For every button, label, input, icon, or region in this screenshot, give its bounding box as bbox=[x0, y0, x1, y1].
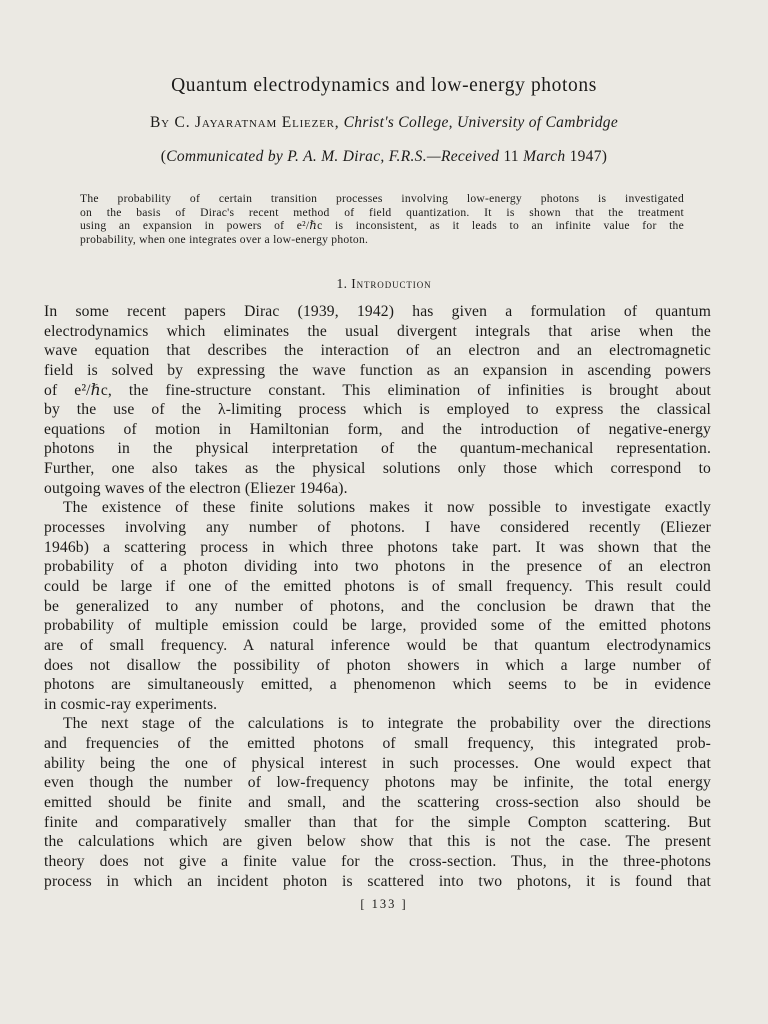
body-line: does not disallow the possibility of photon showers in which a large number of bbox=[44, 656, 711, 674]
body-line: The next stage of the calculations is to integrate the probability over the directions bbox=[63, 715, 711, 733]
communication-line bbox=[0, 148, 768, 166]
comm-open: ( bbox=[160, 148, 167, 165]
body-line: Further, one also takes as the physical solutions only those which correspond to bbox=[44, 460, 711, 478]
author-affiliation: Christ's College, University of Cambridge bbox=[343, 114, 618, 131]
received-year: 1947) bbox=[565, 148, 608, 165]
body-line: theory does not give a finite value for the cross-section. Thus, in the three-photons bbox=[44, 852, 711, 870]
body-line: wave equation that describes the interaction of an electron and an electromagnetic bbox=[44, 342, 711, 360]
body-line: probability of multiple emission could be large, provided some of the emitted photons bbox=[44, 617, 711, 635]
author-byline bbox=[0, 114, 768, 132]
body-line: even though the number of low-frequency photons may be infinite, the total energy bbox=[44, 774, 711, 792]
body-line: In some recent papers Dirac (1939, 1942) has given a formulation of quantum bbox=[44, 303, 711, 320]
body-line: by the use of the λ-limiting process which is employed to express the classical bbox=[44, 401, 711, 419]
body-line: process in which an incident photon is scattered into two photons, it is found that bbox=[44, 872, 711, 890]
received-day: 11 bbox=[499, 148, 524, 165]
section-number: 1. bbox=[336, 276, 348, 291]
body-line: finite and comparatively smaller than that for the simple Compton scattering. But bbox=[44, 813, 711, 831]
body-line: the calculations which are given below show that this is not the case. The present bbox=[44, 833, 711, 851]
author-name: By C. Jayaratnam Eliezer, bbox=[150, 114, 340, 131]
body-line: in cosmic-ray experiments. bbox=[44, 695, 218, 713]
body-text bbox=[44, 302, 711, 891]
abstract bbox=[80, 192, 684, 246]
page-number: [ 133 ] bbox=[360, 897, 408, 911]
communicated-by: Communicated by P. A. M. Dirac, F.R.S.—Received bbox=[166, 148, 500, 165]
body-line: 1946b) a scattering process in which three photons take part. It was shown that the bbox=[44, 538, 711, 556]
body-line: of e²/ℏc, the fine-structure constant. This elimination of infinities is brought about bbox=[44, 381, 711, 399]
body-line: photons are simultaneously emitted, a phenomenon which seems to be in evidence bbox=[44, 676, 711, 694]
abstract-line: The probability of certain transition processes involving low-energy photons is investigated bbox=[80, 192, 684, 205]
body-line: emitted should be finite and small, and the scattering cross-section also should be bbox=[44, 794, 711, 812]
body-line: ability being the one of physical interest in such processes. One would expect that bbox=[44, 754, 711, 772]
section-title: Introduction bbox=[351, 276, 432, 291]
body-line: field is solved by expressing the wave function as an expansion in ascending powers bbox=[44, 361, 711, 379]
body-line: are of small frequency. A natural inference would be that quantum electrodynamics bbox=[44, 636, 711, 654]
body-line: photons in the physical interpretation of the quantum-mechanical representation. bbox=[44, 440, 711, 458]
section-heading bbox=[0, 276, 768, 292]
paper-title: Quantum electrodynamics and low-energy photons bbox=[171, 75, 597, 96]
body-line: probability of a photon dividing into two photons in the presence of an electron bbox=[44, 558, 711, 576]
body-line: outgoing waves of the electron (Eliezer 1946a). bbox=[44, 479, 348, 497]
body-line: electrodynamics which eliminates the usual divergent integrals that arise when the bbox=[44, 322, 711, 340]
abstract-line: using an expansion in powers of e²/ℏc is inconsistent, as it leads to an infinite value for the bbox=[80, 219, 684, 233]
abstract-line: on the basis of Dirac's recent method of field quantization. It is shown that the treatment bbox=[80, 205, 684, 219]
body-line: The existence of these finite solutions makes it now possible to investigate exactly bbox=[63, 499, 711, 517]
body-line: could be large if one of the emitted photons is of small frequency. This result could bbox=[44, 577, 711, 595]
abstract-line: probability, when one integrates over a low-energy photon. bbox=[80, 232, 369, 246]
body-line: processes involving any number of photons. I have considered recently (Eliezer bbox=[44, 519, 711, 537]
body-line: and frequencies of the emitted photons of small frequency, this integrated prob- bbox=[44, 735, 711, 753]
received-month: March bbox=[523, 148, 566, 165]
body-line: be generalized to any number of photons, and the conclusion be drawn that the bbox=[44, 597, 711, 615]
body-line: equations of motion in Hamiltonian form, and the introduction of negative-energy bbox=[44, 420, 711, 438]
